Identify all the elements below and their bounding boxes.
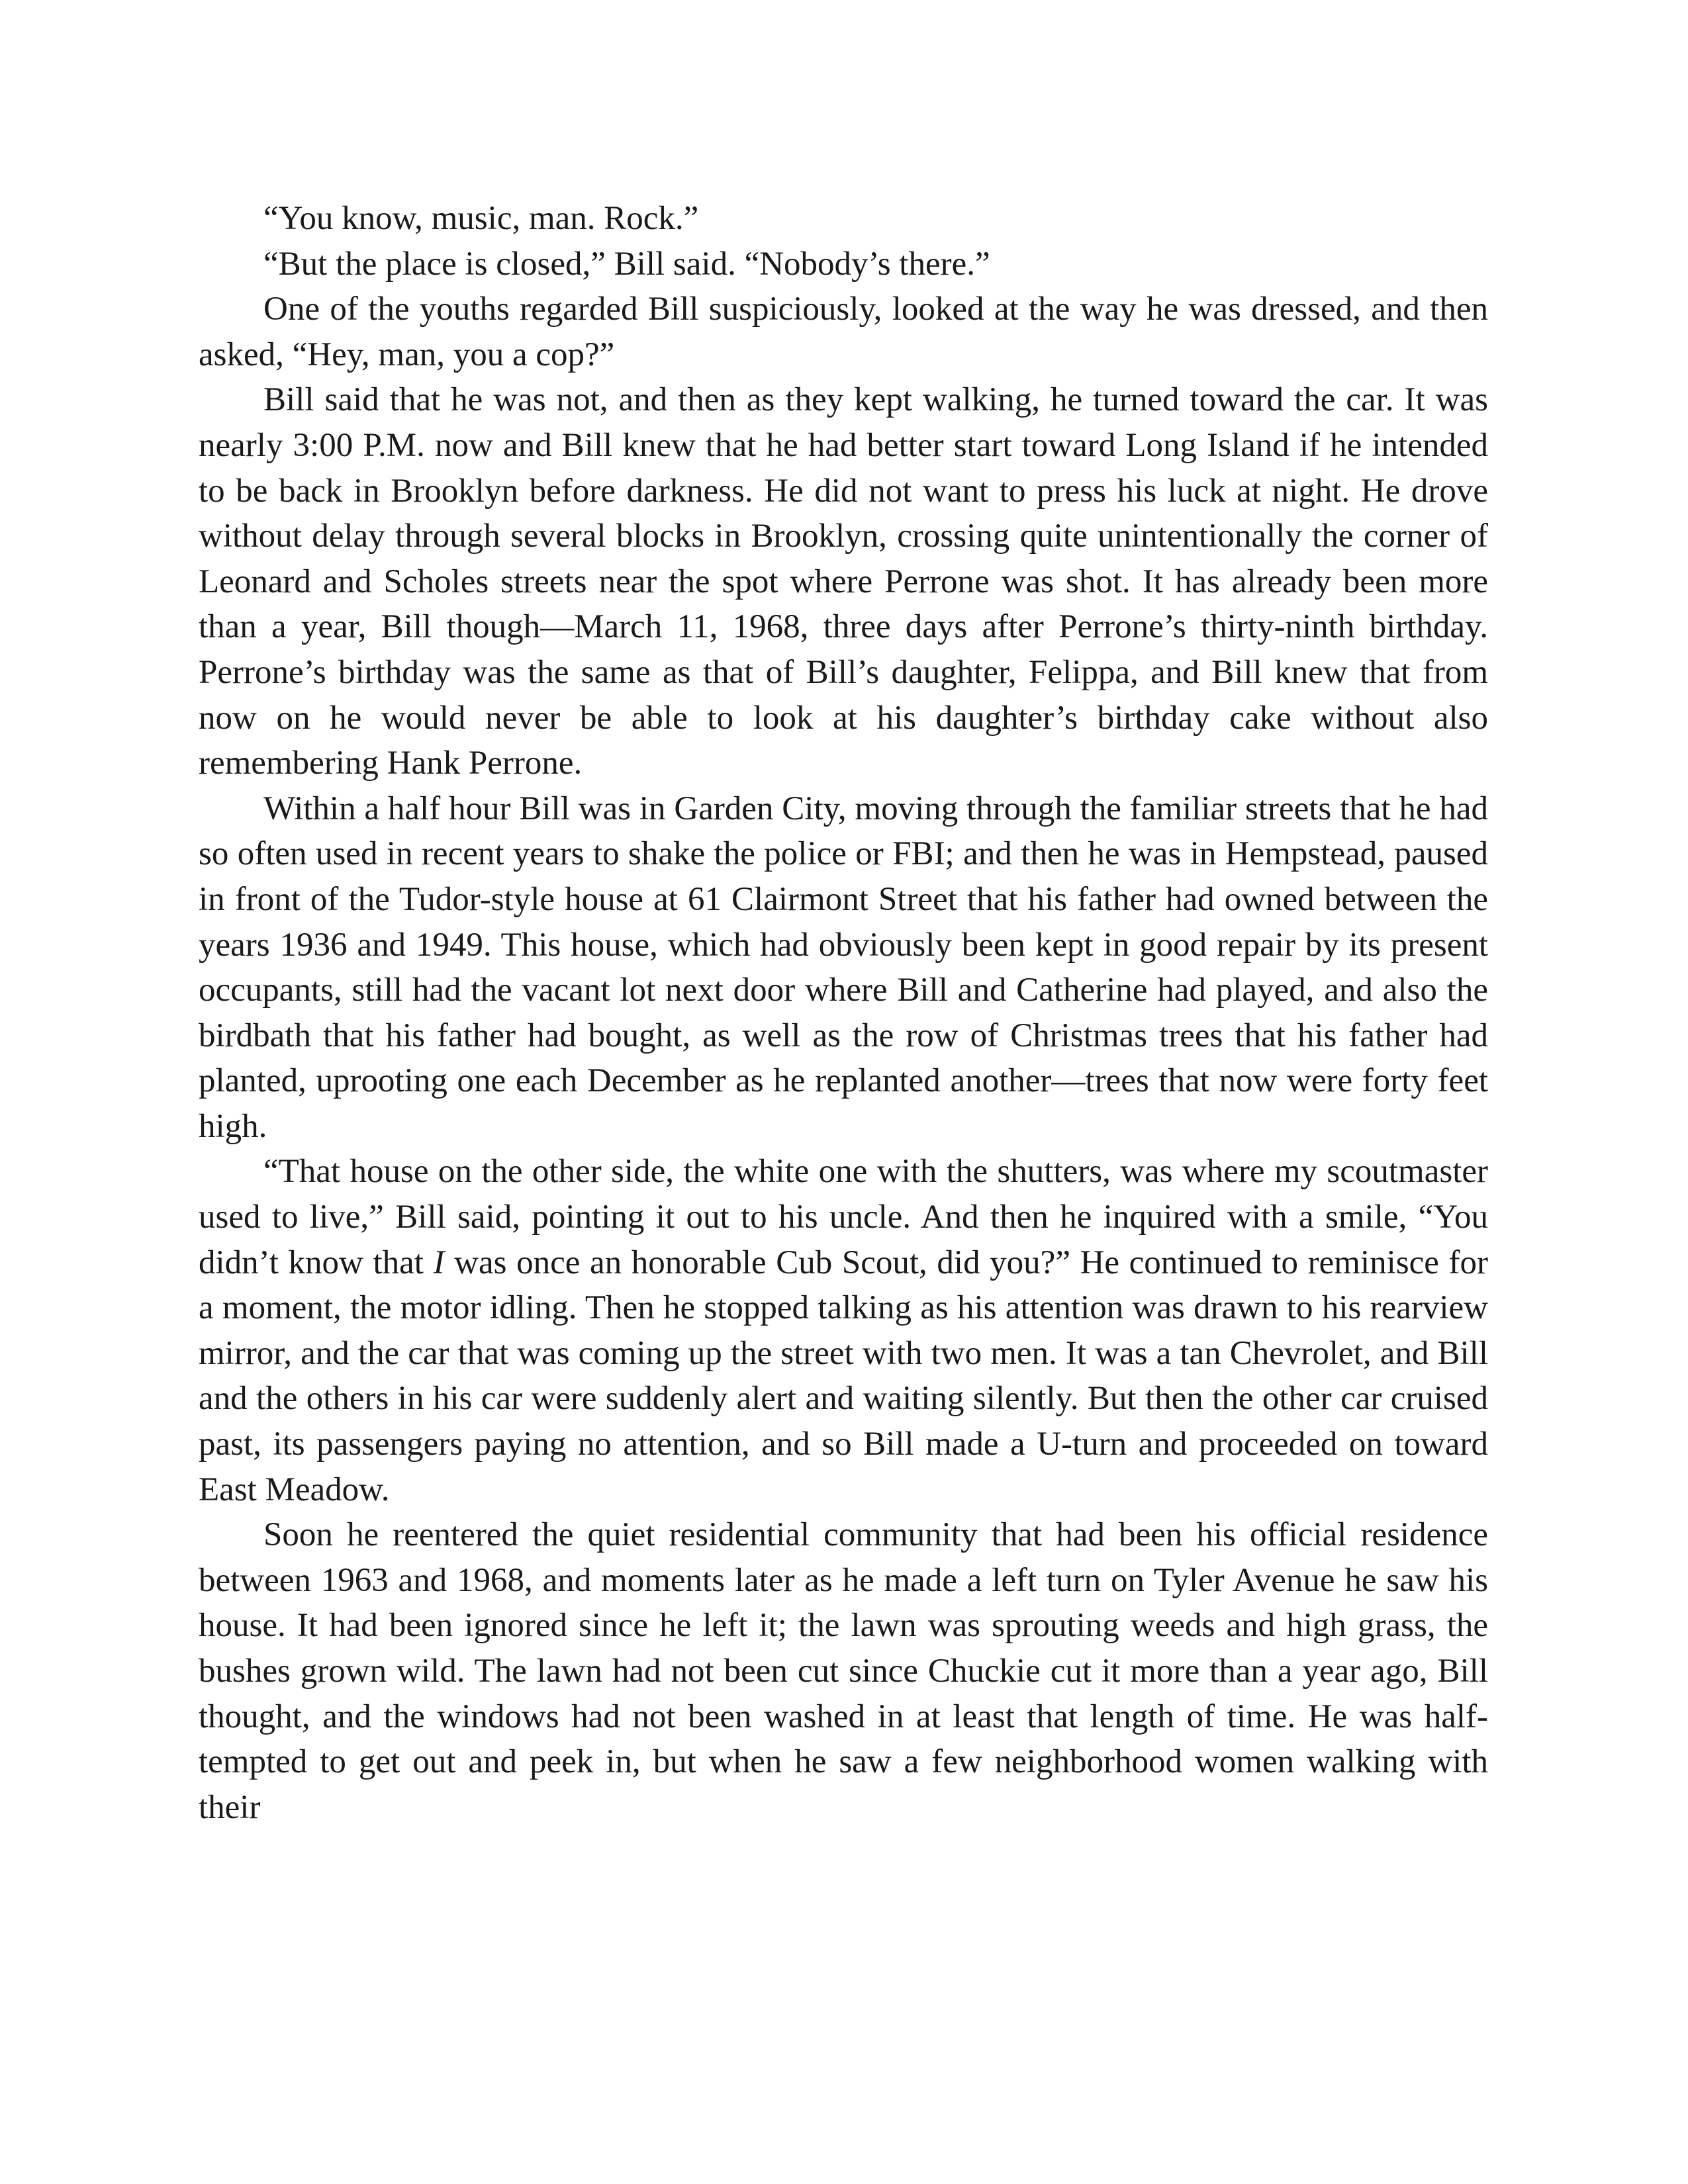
paragraph-garden-city: Within a half hour Bill was in Garden City, moving through the familiar streets that he had so often used in recent years to shake the police or FBI; and then he was in Hempstead, paused in front of the Tudor-style house at 61 Clairmont Street that his father had owned between the years 1936 and 1949. This house, which had obviously been kept in good repair by its present occupants, still had the vacant lot next door where Bill and Catherine had played, and also the birdbath that his father had bought, as well as the row of Christmas trees that his father had planted, uprooting one each December as he replanted another—trees that now were forty feet high. bbox=[199, 790, 1488, 1145]
scout-text-before: “That house on the other side, the white one with the shutters, was where my scoutmaster used to live,” Bill said, pointing it out to his uncle. And then he inquired with a smile, “You didn’t know that bbox=[199, 1153, 1488, 1281]
paragraph-place-closed: “But the place is closed,” Bill said. “Nobody’s there.” bbox=[263, 245, 990, 283]
paragraph-drive-brooklyn: Bill said that he was not, and then as they kept walking, he turned toward the car. It was nearly 3:00 P.M. now and Bill knew that he had better start toward Long Island if he intended to be back in Brooklyn before darkness. He did not want to press his luck at night. He drove without delay through several blocks in Brooklyn, crossing quite unintentionally the corner of Leonard and Scholes streets near the spot where Perrone was shot. It has already been more than a year, Bill though—March 11, 1968, three days after Perrone’s thirty-ninth birthday. Perrone’s birthday was the same as that of Bill’s daughter, Felippa, and Bill knew that from now on he would never be able to look at his daughter’s birthday cake without also remembering Hank Perrone. bbox=[199, 381, 1488, 782]
paragraph-music-rock: “You know, music, man. Rock.” bbox=[263, 200, 699, 237]
scout-text-italic: I bbox=[433, 1244, 445, 1281]
paragraph-scoutmaster bbox=[199, 1149, 1488, 1512]
paragraph-youths-cop: One of the youths regarded Bill suspiciously, looked at the way he was dressed, and then asked, “Hey, man, you a cop?” bbox=[199, 291, 1488, 373]
paragraph-east-meadow-house: Soon he reentered the quiet residential community that had been his official residence between 1963 and 1968, and moments later as he made a left turn on Tyler Avenue he saw his house. It had been ignored since he left it; the lawn was sprouting weeds and high grass, the bushes grown wild. The lawn had not been cut since Chuckie cut it more than a year ago, Bill thought, and the windows had not been washed in at least that length of time. He was half-tempted to get out and peek in, but when he saw a few neighborhood women walking with their bbox=[199, 1516, 1488, 1826]
book-page-text bbox=[199, 196, 1488, 1830]
scout-text-after: was once an honorable Cub Scout, did you?” He continued to reminisce for a moment, the motor idling. Then he stopped talking as his attention was drawn to his rearview mirror, and the car that was coming up the street with two men. It was a tan Chevrolet, and Bill and the others in his car were suddenly alert and waiting silently. But then the other car cruised past, its passengers paying no attention, and so Bill made a U-turn and proceeded on toward East Meadow. bbox=[199, 1244, 1488, 1508]
